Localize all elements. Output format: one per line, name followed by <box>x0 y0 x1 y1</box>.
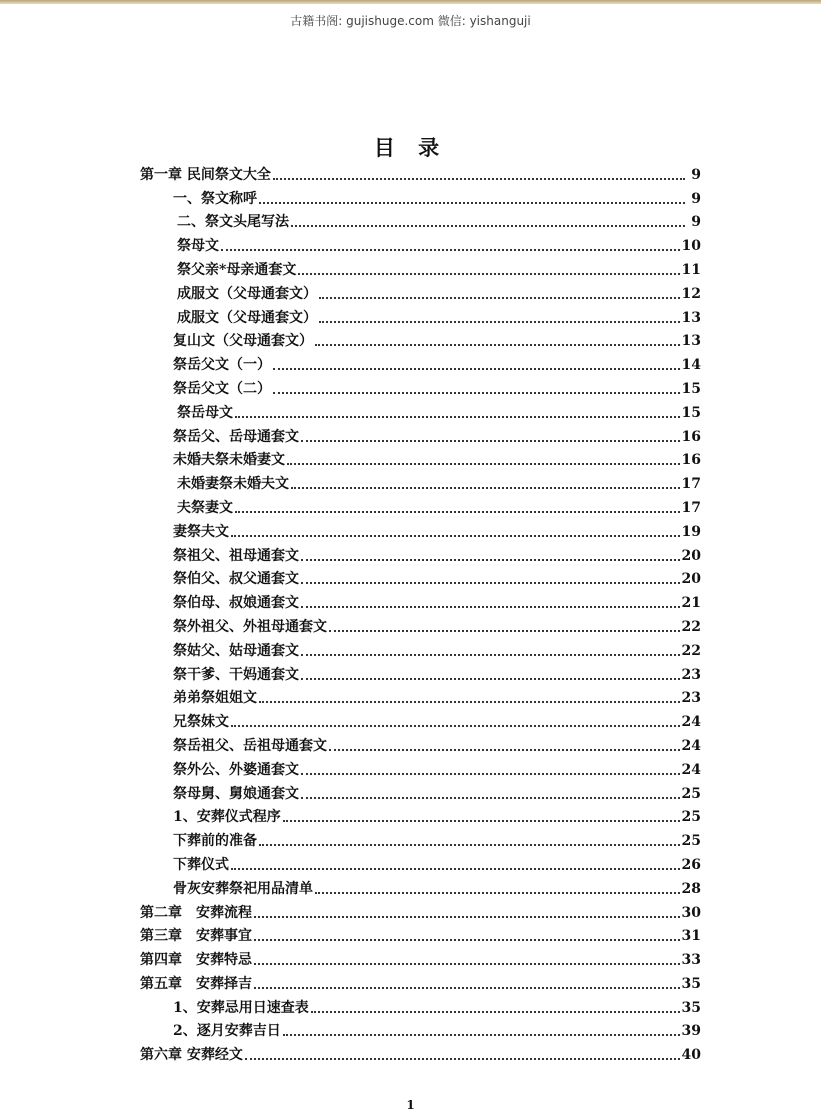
toc-entry-page: 35 <box>681 975 701 992</box>
toc-entry[interactable] <box>140 184 701 208</box>
toc-entry-page: 23 <box>681 690 701 707</box>
toc-entry[interactable] <box>140 517 701 541</box>
toc-entry[interactable] <box>140 636 701 660</box>
toc-dot-leader <box>287 463 680 465</box>
toc-entry-page: 31 <box>681 928 701 945</box>
toc-dot-leader <box>273 392 680 394</box>
toc-entry-label: 复山文（父母通套文） <box>173 333 313 350</box>
toc-dot-leader <box>283 820 680 822</box>
toc-dot-leader <box>221 249 680 251</box>
toc-entry-page: 15 <box>681 404 701 421</box>
toc-entry[interactable] <box>140 255 701 279</box>
toc-entry[interactable] <box>140 731 701 755</box>
toc-entry-page: 15 <box>681 380 701 397</box>
toc-entry[interactable] <box>140 422 701 446</box>
toc-entry[interactable] <box>140 993 701 1017</box>
toc-entry-page: 23 <box>681 666 701 683</box>
toc-entry[interactable] <box>140 303 701 327</box>
toc-entry[interactable] <box>140 684 701 708</box>
toc-dot-leader <box>291 487 680 489</box>
toc-dot-leader <box>301 797 680 799</box>
toc-entry-label: 未婚夫祭未婚妻文 <box>173 452 285 469</box>
toc-entry[interactable] <box>140 279 701 303</box>
toc-entry[interactable] <box>140 850 701 874</box>
toc-entry-label: 二、祭文头尾写法 <box>177 214 289 231</box>
toc-entry-label: 1、安葬忌用日速查表 <box>173 999 309 1016</box>
toc-entry-page: 10 <box>681 238 701 255</box>
toc-entry-page: 20 <box>681 547 701 564</box>
toc-entry[interactable] <box>140 779 701 803</box>
toc-entry-label: 祭外公、外婆通套文 <box>173 761 299 778</box>
toc-entry-label: 祭姑父、姑母通套文 <box>173 642 299 659</box>
toc-entry-page: 11 <box>681 261 701 278</box>
toc-dot-leader <box>231 725 680 727</box>
toc-entry-label: 未婚妻祭未婚夫文 <box>177 476 289 493</box>
toc-entry-page: 30 <box>681 904 701 921</box>
toc-entry-page: 24 <box>681 761 701 778</box>
toc-entry[interactable] <box>140 493 701 517</box>
toc-entry[interactable] <box>140 898 701 922</box>
toc-dot-leader <box>254 963 680 965</box>
toc-entry-label: 祭外祖父、外祖母通套文 <box>173 618 327 635</box>
toc-entry[interactable] <box>140 469 701 493</box>
toc-entry-page: 26 <box>681 856 701 873</box>
toc-entry[interactable] <box>140 208 701 232</box>
toc-entry[interactable] <box>140 398 701 422</box>
toc-entry-page: 13 <box>681 309 701 326</box>
toc-entry-label: 祭母舅、舅娘通套文 <box>173 785 299 802</box>
toc-entry[interactable] <box>140 160 701 184</box>
toc-entry-label: 第二章 安葬流程 <box>140 904 252 921</box>
toc-dot-leader <box>235 511 680 513</box>
toc-entry[interactable] <box>140 588 701 612</box>
toc-entry-page: 28 <box>681 880 701 897</box>
toc-entry[interactable] <box>140 969 701 993</box>
toc-dot-leader <box>301 606 680 608</box>
toc-entry-page: 40 <box>681 1047 701 1064</box>
toc-dot-leader <box>259 844 680 846</box>
toc-entry-page: 21 <box>681 595 701 612</box>
toc-entry-page: 22 <box>681 618 701 635</box>
toc-dot-leader <box>283 1034 680 1036</box>
toc-dot-leader <box>311 1011 680 1013</box>
toc-entry-page: 24 <box>681 737 701 754</box>
toc-entry-page: 35 <box>681 999 701 1016</box>
toc-entry[interactable] <box>140 374 701 398</box>
page-number: 1 <box>406 1098 415 1112</box>
toc-entry-page: 14 <box>681 357 701 374</box>
toc-entry-page: 24 <box>681 714 701 731</box>
toc-entry-page: 17 <box>681 499 701 516</box>
toc-entry-label: 祭岳父文（一） <box>173 357 271 374</box>
toc-entry-page: 12 <box>681 285 701 302</box>
toc-dot-leader <box>301 559 680 561</box>
toc-dot-leader <box>301 582 680 584</box>
toc-entry-page: 22 <box>681 642 701 659</box>
toc-dot-leader <box>301 678 680 680</box>
toc-entry[interactable] <box>140 1040 701 1064</box>
toc-entry-label: 弟弟祭姐姐文 <box>173 690 257 707</box>
toc-entry[interactable] <box>140 350 701 374</box>
toc-entry[interactable] <box>140 660 701 684</box>
table-of-contents <box>140 160 701 1064</box>
toc-entry-page: 9 <box>691 166 701 183</box>
toc-entry-page: 17 <box>681 476 701 493</box>
toc-dot-leader <box>231 868 680 870</box>
toc-entry-page: 25 <box>681 785 701 802</box>
toc-dot-leader <box>245 1058 680 1060</box>
toc-entry-label: 第五章 安葬择吉 <box>140 975 252 992</box>
toc-dot-leader <box>301 773 680 775</box>
toc-entry[interactable] <box>140 446 701 470</box>
toc-entry-label: 兄祭妹文 <box>173 714 229 731</box>
toc-dot-leader <box>315 344 680 346</box>
toc-entry-label: 祭岳母文 <box>177 404 233 421</box>
toc-dot-leader <box>298 273 679 275</box>
toc-entry-label: 成服文（父母通套文） <box>177 309 317 326</box>
toc-entry[interactable] <box>140 755 701 779</box>
toc-dot-leader <box>254 916 680 918</box>
toc-dot-leader <box>235 416 680 418</box>
toc-entry-page: 13 <box>681 333 701 350</box>
toc-entry-label: 祭祖父、祖母通套文 <box>173 547 299 564</box>
toc-entry-page: 39 <box>681 1023 701 1040</box>
toc-entry[interactable] <box>140 922 701 946</box>
toc-entry[interactable] <box>140 565 701 589</box>
toc-entry-page: 9 <box>691 190 701 207</box>
watermark-text: 古籍书阁: gujishuge.com 微信: yishanguji <box>290 14 531 28</box>
toc-entry-label: 下葬前的准备 <box>173 833 257 850</box>
toc-entry-label: 第三章 安葬事宜 <box>140 928 252 945</box>
toc-entry[interactable] <box>140 541 701 565</box>
toc-entry-page: 16 <box>681 428 701 445</box>
toc-entry-label: 2、逐月安葬吉日 <box>173 1023 281 1040</box>
toc-entry-label: 骨灰安葬祭祀用品清单 <box>173 880 313 897</box>
toc-dot-leader <box>319 297 680 299</box>
toc-entry-label: 祭母文 <box>177 238 219 255</box>
toc-entry-label: 祭伯父、叔父通套文 <box>173 571 299 588</box>
toc-entry-label: 祭岳父、岳母通套文 <box>173 428 299 445</box>
toc-entry-label: 妻祭夫文 <box>173 523 229 540</box>
toc-entry-label: 祭父亲*母亲通套文 <box>177 261 297 278</box>
top-border <box>0 0 821 4</box>
toc-entry-label: 第六章 安葬经文 <box>140 1047 243 1064</box>
toc-dot-leader <box>273 178 685 180</box>
toc-entry[interactable] <box>140 945 701 969</box>
toc-dot-leader <box>329 630 680 632</box>
toc-entry[interactable] <box>140 707 701 731</box>
toc-entry[interactable] <box>140 1017 701 1041</box>
toc-entry-label: 夫祭妻文 <box>177 499 233 516</box>
toc-dot-leader <box>254 987 680 989</box>
toc-dot-leader <box>254 939 680 941</box>
toc-entry-label: 祭伯母、叔娘通套文 <box>173 595 299 612</box>
toc-dot-leader <box>315 892 680 894</box>
page-title: 目 录 <box>373 135 448 160</box>
toc-entry[interactable] <box>140 612 701 636</box>
toc-dot-leader <box>329 749 680 751</box>
toc-entry-label: 一、祭文称呼 <box>173 190 257 207</box>
toc-entry-label: 第四章 安葬特忌 <box>140 952 252 969</box>
toc-dot-leader <box>301 654 680 656</box>
toc-entry-page: 25 <box>681 833 701 850</box>
toc-entry-label: 下葬仪式 <box>173 856 229 873</box>
toc-dot-leader <box>259 701 680 703</box>
toc-entry-page: 16 <box>681 452 701 469</box>
toc-dot-leader <box>291 225 685 227</box>
toc-entry[interactable] <box>140 874 701 898</box>
toc-entry[interactable] <box>140 826 701 850</box>
toc-entry-page: 9 <box>691 214 701 231</box>
toc-entry-page: 20 <box>681 571 701 588</box>
toc-dot-leader <box>259 202 685 204</box>
toc-entry[interactable] <box>140 327 701 351</box>
toc-entry-page: 33 <box>681 952 701 969</box>
toc-dot-leader <box>319 321 680 323</box>
toc-entry-label: 1、安葬仪式程序 <box>173 809 281 826</box>
toc-entry-page: 19 <box>681 523 701 540</box>
toc-entry-label: 祭干爹、干妈通套文 <box>173 666 299 683</box>
toc-entry[interactable] <box>140 803 701 827</box>
toc-dot-leader <box>301 440 680 442</box>
toc-dot-leader <box>273 368 680 370</box>
toc-dot-leader <box>231 535 680 537</box>
toc-entry-label: 第一章 民间祭文大全 <box>140 166 271 183</box>
toc-entry-label: 祭岳父文（二） <box>173 380 271 397</box>
toc-entry-label: 祭岳祖父、岳祖母通套文 <box>173 737 327 754</box>
toc-entry-label: 成服文（父母通套文） <box>177 285 317 302</box>
toc-entry[interactable] <box>140 231 701 255</box>
toc-entry-page: 25 <box>681 809 701 826</box>
